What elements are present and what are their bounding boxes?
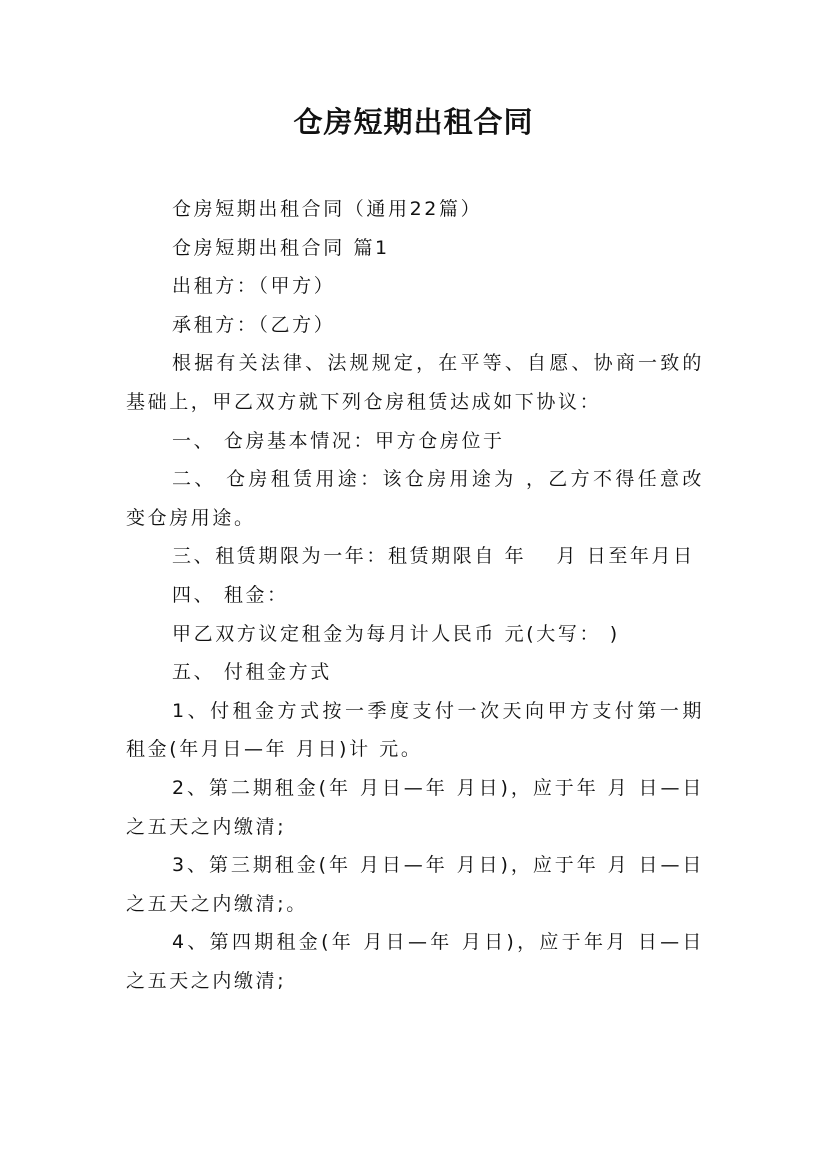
document-body [126, 190, 704, 1000]
paragraph-clause-1: 一、 仓房基本情况：甲方仓房位于 [172, 429, 505, 452]
paragraph-clause-3: 三、租赁期限为一年：租赁期限自 年 月 日至年月日 [172, 545, 695, 568]
paragraph-rent-amount: 甲乙双方议定租金为每月计人民币 元(大写： ) [172, 622, 620, 645]
paragraph-payment-4: 4、第四期租金(年 月日—年 月日)，应于年月 日—日之五天之内缴清; [126, 931, 704, 992]
document-title: 仓房短期出租合同 [293, 105, 534, 139]
paragraph-clause-5: 五、 付租金方式 [172, 661, 332, 684]
paragraph-clause-4: 四、 租金： [172, 583, 289, 606]
paragraph-payment-2: 2、第二期租金(年 月日—年 月日)，应于年 月 日—日之五天之内缴清; [126, 776, 704, 838]
paragraph-payment-1: 1、付租金方式按一季度支付一次天向甲方支付第一期租金(年月日—年 月日)计 元。 [126, 699, 704, 761]
paragraph-section-heading: 仓房短期出租合同 篇1 [172, 236, 390, 259]
paragraph-lessee: 承租方：（乙方） [172, 313, 336, 336]
paragraph-clause-2: 二、 仓房租赁用途：该仓房用途为 ，乙方不得任意改变仓房用途。 [126, 468, 704, 529]
paragraph-preamble: 根据有关法律、法规规定，在平等、自愿、协商一致的基础上，甲乙双方就下列仓房租赁达成如下协议： [126, 352, 704, 413]
paragraph-subtitle: 仓房短期出租合同（通用22篇） [172, 198, 483, 220]
paragraph-lessor: 出租方：（甲方） [172, 275, 336, 298]
paragraph-payment-3: 3、第三期租金(年 月日—年 月日)，应于年 月 日—日之五天之内缴清;。 [126, 854, 704, 915]
